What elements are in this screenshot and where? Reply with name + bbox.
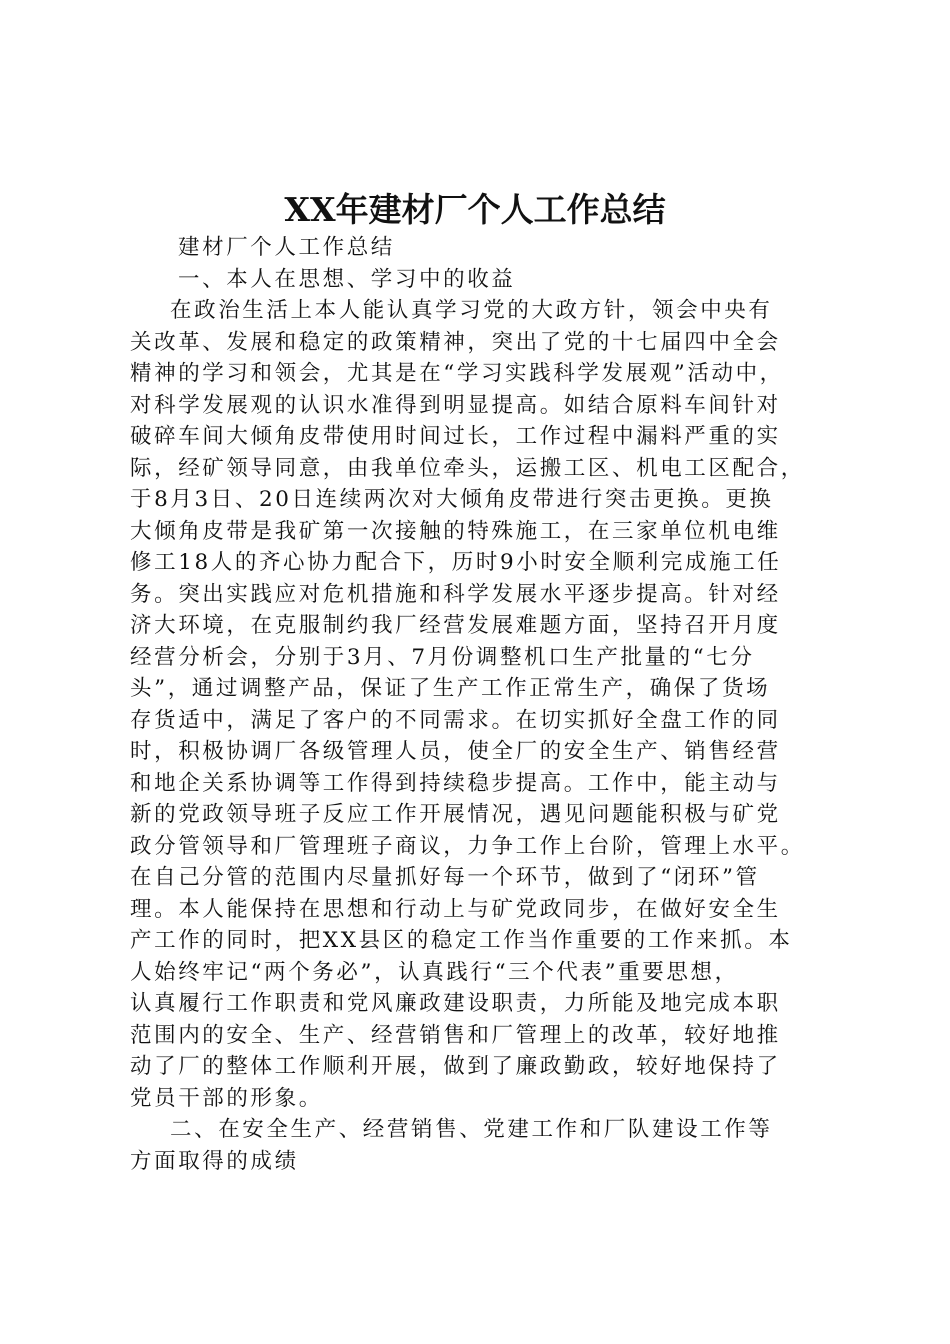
paragraph-1 [130, 295, 830, 1114]
section-heading-1: 一、本人在思想、学习中的收益 [178, 266, 516, 292]
paragraph-line: 存货适中，满足了客户的不同需求。在切实抓好全盘工作的同 [130, 707, 781, 733]
paragraph-line: 头”，通过调整产品，保证了生产工作正常生产，确保了货场 [130, 676, 771, 701]
paragraph-line: 人始终牢记“两个务必”，认真践行“三个代表”重要思想， [130, 959, 739, 985]
paragraph-line: 关改革、发展和稳定的政策精神，突出了党的十七届四中全会 [130, 329, 781, 355]
paragraph-line: 在政治生活上本人能认真学习党的大政方针，领会中央有 [170, 298, 773, 323]
paragraph-line: 大倾角皮带是我矿第一次接触的特殊施工，在三家单位机电维 [130, 518, 781, 544]
paragraph-line: 产工作的同时，把XX县区的稳定工作当作重要的工作来抓。本 [130, 928, 793, 953]
section-heading-2 [130, 1114, 830, 1177]
paragraph-line: 动了厂的整体工作顺利开展，做到了廉政勤政，较好地保持了 [130, 1054, 781, 1079]
paragraph-line: 际，经矿领导同意，由我单位牵头，运搬工区、机电工区配合， [130, 455, 805, 481]
paragraph-line: 精神的学习和领会，尤其是在“学习实践科学发展观”活动中， [130, 361, 784, 386]
paragraph-line: 理。本人能保持在思想和行动上与矿党政同步，在做好安全生 [130, 896, 781, 922]
paragraph-line: 在自己分管的范围内尽量抓好每一个环节，做到了“闭环”管 [130, 865, 760, 890]
document-body [130, 232, 830, 1177]
paragraph-line: 政分管领导和厂管理班子商议，力争工作上台阶，管理上水平。 [130, 833, 805, 859]
paragraph-line: 济大环境，在克服制约我厂经营发展难题方面，坚持召开月度 [130, 613, 781, 638]
paragraph-line: 认真履行工作职责和党风廉政建设职责，力所能及地完成本职 [130, 991, 781, 1016]
paragraph-line: 党员干部的形象。 [130, 1085, 323, 1111]
paragraph-line: 务。突出实践应对危机措施和科学发展水平逐步提高。针对经 [130, 581, 781, 607]
paragraph-line: 于8月3日、20日连续两次对大倾角皮带进行突击更换。更换 [130, 487, 774, 512]
document-subtitle: 建材厂个人工作总结 [178, 235, 395, 260]
paragraph-line: 修工18人的齐心协力配合下，历时9小时安全顺利完成施工任 [130, 550, 782, 575]
section-heading-2-line: 二、在安全生产、经营销售、党建工作和厂队建设工作等 [170, 1117, 773, 1142]
paragraph-line: 新的党政领导班子反应工作开展情况，遇见问题能积极与矿党 [130, 802, 781, 827]
document-title: XX年建材厂个人工作总结 [284, 190, 666, 229]
paragraph-line: 范围内的安全、生产、经营销售和厂管理上的改革，较好地推 [130, 1022, 781, 1048]
paragraph-line: 经营分析会，分别于3月、7月份调整机口生产批量的“七分 [130, 644, 755, 670]
paragraph-line: 对科学发展观的认识水准得到明显提高。如结合原料车间针对 [130, 392, 781, 418]
paragraph-line: 破碎车间大倾角皮带使用时间过长，工作过程中漏料严重的实 [130, 424, 781, 449]
section-heading-2-line: 方面取得的成绩 [130, 1148, 299, 1174]
paragraph-line: 时，积极协调厂各级管理人员，使全厂的安全生产、销售经营 [130, 739, 781, 764]
paragraph-line: 和地企关系协调等工作得到持续稳步提高。工作中，能主动与 [130, 770, 781, 796]
